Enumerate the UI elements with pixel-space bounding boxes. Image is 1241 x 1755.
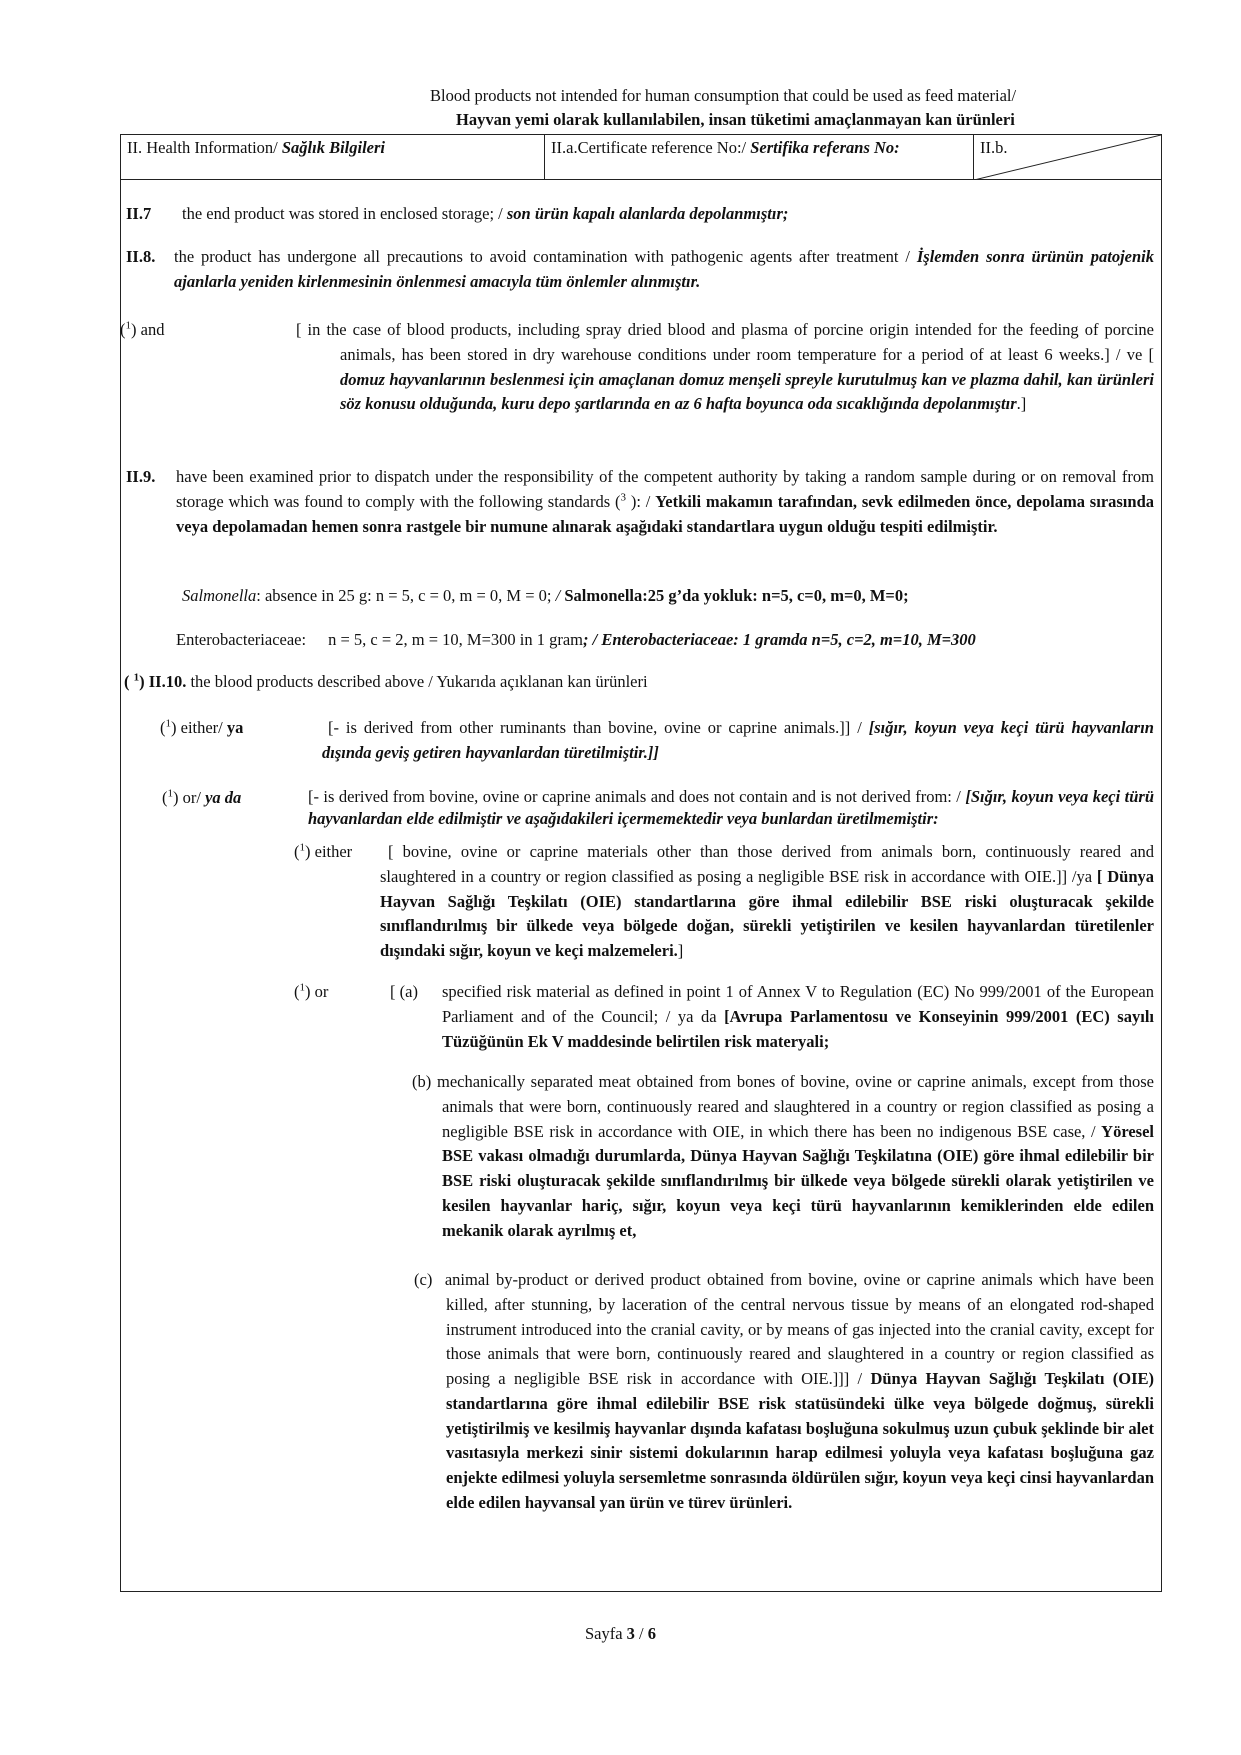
section-ii10-intro: ( $^1$) II.10. the blood products described above / Yukarıda açıklanan kan ürünleri: [124, 671, 648, 691]
option-or-text: [- is derived from bovine, ovine or caprine animals and does not contain and is not derived from: / [Sığır, koyun veya keçi türü hayvanlardan elde edilmiştir ve aşağıdakileri içermemektedir veya bunlardan üretilmemiştir:: [308, 787, 1154, 829]
document-title-tr: Hayvan yemi olarak kullanılabilen, insan tüketimi amaçlanmayan kan ürünleri: [456, 110, 1015, 129]
page-number: Sayfa 3 / 6: [584, 1624, 657, 1643]
certificate-reference-cell: II.a.Certificate reference No:/ Sertifika referans No:: [545, 135, 974, 180]
item-c-text: (c) animal by-product or derived product obtained from bovine, ovine or caprine animals which have been killed, after stunning, by laceration of the central nervous tissue by means of an elongated rod-shaped instrument introduced into the cranial cavity, or by means of gas injected into the cranial cavity, except for those animals that were born, continuously reared and slaughtered in a country or region classified as posing a negligible BSE risk in accordance with OIE.]]] / Dünya Hayvan Sağlığı Teşkilatı (OIE) standartlarına göre ihmal edilebilir BSE risk statüsündeki ülke veya bölgede doğmuş, sürekli yetiştirilmiş ve kesilmiş hayvanlar dışında kafatası boşluğuna sokulmuş uzun çubuk şeklinde bir alet vasıtasıyla merkezi sinir sistemi dokularının harap edilmesi yoluyla veya kafatası boşluğuna gaz enjekte edilmesi yoluyla sersemletme sonrasında öldürülen sığır, koyun veya keçi cinsi hayvanlardan elde edilen hayvansal yan ürün ve türev ürünleri.: [414, 1270, 1155, 1512]
iib-cell: II.b.: [980, 138, 1008, 157]
salmonella-standard: Salmonella: absence in 25 g: n = 5, c = 0, m = 0, M = 0; / Salmonella:25 g’da yokluk: n=5, c=0, m=0, M=0;: [182, 586, 909, 605]
sub-or-label: ($^1$) or: [294, 981, 329, 1001]
section-ii8-and-text: [ in the case of blood products, including spray dried blood and plasma of porcine origin intended for the feeding of porcine animals, has been stored in dry warehouse conditions under room temperature for a period of at least 6 weeks.] / ve [ domuz hayvanlarının beslenmesi için amaçlanan domuz menşeli spreyle kurutulmuş kan ve plazma dahil, kan ürünleri söz konusu olduğunda, kuru depo şartlarında en az 6 hafta boyunca oda sıcaklığında depolanmıştır.]: [296, 320, 1154, 414]
diagonal-line: [974, 135, 1161, 180]
item-b-text: (b) mechanically separated meat obtained from bones of bovine, ovine or caprine animals, except from those animals that were born, continuously reared and slaughtered in a country or region classified as posing a negligible BSE risk in accordance with OIE, in which there has been no indigenous BSE case, / Yöresel BSE vakası olmadığı durumlarda, Dünya Hayvan Sağlığı Teşkilatına (OIE) göre ihmal edilebilir bir BSE riski oluşturacak şekilde sınıflandırılmış bir ülkede veya bölgede sürekli olarak yetiştirilen ve kesilen hayvanlar hariç, sığır, koyun veya keçi türü hayvanlarının kemiklerinden elde edilen mekanik olarak ayrılmış et,: [412, 1072, 1154, 1240]
sub-either-label: ($^1$) either: [294, 841, 353, 861]
section-ii9-text: have been examined prior to dispatch under the responsibility of the competent authority by taking a random sample during or on removal from storage which was found to comply with the following standards ($^3$ ): / Yetkili makamın tarafından, sevk edilmeden önce, depolama sırasında veya depolamadan hemen sonra rastgele bir numune alınarak aşağıdaki standartlara uygun olduğu tespiti edilmiştir.: [176, 467, 1154, 536]
section-ii8-text: the product has undergone all precautions to avoid contamination with pathogenic agents after treatment / İşlemden sonra ürünün patojenik ajanlarla yeniden kirlenmesinin önlenmesi amacıyla tüm önlemler alınmıştır.: [174, 247, 1154, 291]
section-number-ii9: II.9.: [126, 467, 156, 486]
sub-either-text: [ bovine, ovine or caprine materials other than those derived from animals born, continuously reared and slaughtered in a country or region classified as posing a negligible BSE risk in accordance with OIE.]] /ya [ Dünya Hayvan Sağlığı Teşkilatı (OIE) standartlarına göre ihmal edilebilir BSE riski oluşturacak şekilde sınıflandırılmış bir ülkede veya bölgede doğan, sürekli yetiştirilen ve kesilen hayvanlardan türetilenler dışındaki sığır, koyun ve keçi malzemeleri.]: [380, 842, 1154, 960]
enterobacteriaceae-standard: Enterobacteriaceae: n = 5, c = 2, m = 10, M=300 in 1 gram; / Enterobacteriaceae: 1 gramda n=5, c=2, m=10, M=300: [176, 630, 976, 649]
document-title-en: Blood products not intended for human consumption that could be used as feed material/: [430, 86, 1017, 105]
footnote-and-label: ($^1$) and: [120, 319, 165, 339]
section-ii7-text: the end product was stored in enclosed storage; / son ürün kapalı alanlarda depolanmıştır;: [182, 204, 789, 223]
section-number-ii7: II.7: [126, 204, 152, 223]
section-number-ii8: II.8.: [126, 247, 156, 266]
item-a-text: specified risk material as defined in point 1 of Annex V to Regulation (EC) No 999/2001 of the European Parliament and of the Council; / ya da [Avrupa Parlamentosu ve Konseyinin 999/2001 (EC) sayılı Tüzüğünün Ek V maddesinde belirtilen risk materyali;: [442, 982, 1154, 1051]
option-either-text: [- is derived from other ruminants than bovine, ovine or caprine animals.]] / [sığır, koyun veya keçi türü hayvanların dışında geviş getiren hayvanlardan türetilmiştir.]]: [322, 718, 1154, 762]
health-information-cell: II. Health Information/ Sağlık Bilgileri: [121, 135, 545, 180]
option-or-label: ($^1$) or/ ya da: [162, 787, 242, 807]
certificate-header-row: [121, 135, 1161, 180]
option-either-label: ($^1$) either/ ya: [160, 717, 244, 737]
item-a-label: [ (a): [390, 982, 418, 1001]
